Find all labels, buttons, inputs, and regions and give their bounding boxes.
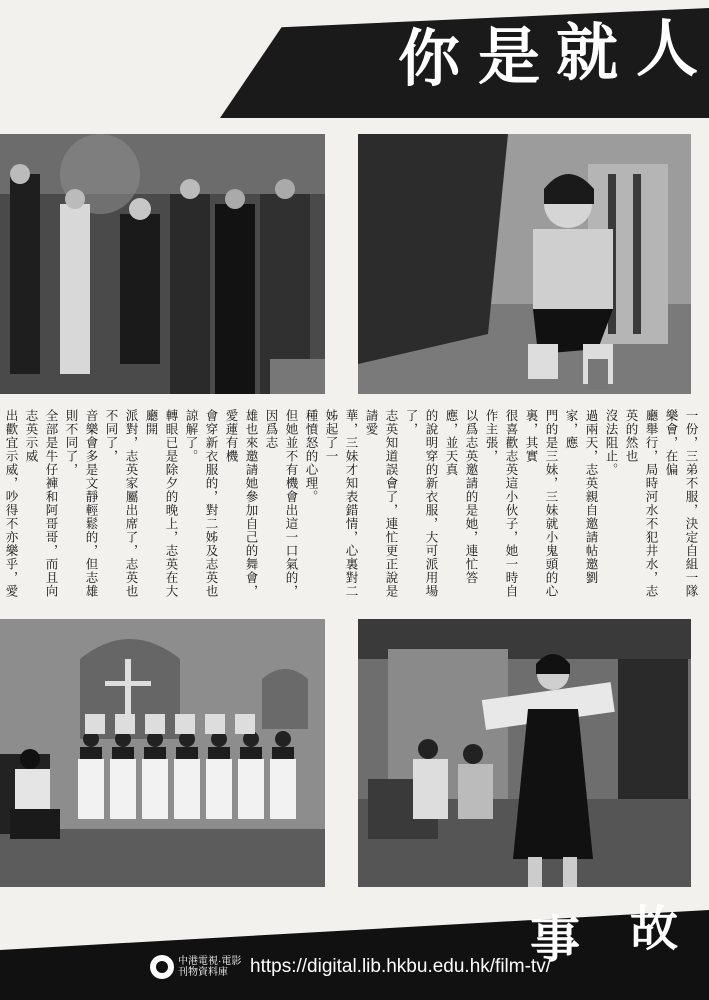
text-column: 轉眼已是除夕的晚上，志英在大廳開 — [144, 409, 179, 598]
photo-choir-scene — [0, 619, 325, 887]
photo-party-scene — [0, 134, 325, 394]
text-column: 沒法阻止。 — [604, 409, 619, 477]
title-char: 你 — [398, 22, 461, 95]
footer-white-shape — [0, 890, 709, 1000]
text-column: 音樂會多是文靜輕鬆的，但志雄則不同了， — [64, 409, 99, 598]
watermark — [150, 952, 560, 982]
text-column: 華，三妹才知表錯情，心裏對二姊起了一 — [324, 409, 359, 598]
library-logo-icon — [150, 955, 174, 979]
watermark-org: 中港電視·電影刊物資料庫 — [178, 956, 242, 978]
text-column: 志英知道誤會了，連忙更正說是請愛 — [364, 409, 399, 598]
watermark-url[interactable]: https://digital.lib.hkbu.edu.hk/film-tv/ — [250, 956, 551, 977]
article-text — [4, 409, 701, 599]
text-column: 種憤怒的心理。 — [304, 409, 319, 504]
page-title — [0, 0, 709, 118]
text-column: 以爲志英邀請的是她，連忙答應，並天真 — [444, 409, 479, 585]
text-column: 過兩天，志英親自邀請帖邀劉家，應 — [564, 409, 599, 585]
photo-woman-kneeling — [358, 134, 691, 394]
title-char: 人 — [636, 12, 699, 85]
text-column: 門的是三妹，三妹就小鬼頭的心裏，其實 — [524, 409, 559, 598]
text-column: 廳舉行，局時河水不犯井水，志英的然也 — [624, 409, 659, 598]
text-column: 一份，三弟不服，決定自組一隊樂會，在偏 — [664, 409, 699, 598]
photo-woman-holding-paper — [358, 619, 691, 887]
text-column: 全部是牛仔褲和阿哥哥，而且向志英示威 — [24, 409, 59, 598]
footer-title-char: 事 — [530, 911, 580, 969]
title-char: 是 — [478, 20, 541, 93]
text-column: 但她並不有機會出這一口氣的，因爲志 — [264, 409, 299, 598]
text-column: 會穿新衣服的，對二姊及志英也諒解了。 — [184, 409, 219, 598]
footer-title-char: 故 — [630, 901, 679, 957]
title-char: 就 — [556, 16, 619, 89]
text-column: 派對，志英家屬出席了，志英也不同了， — [104, 409, 139, 598]
text-column: 出歡宜示威，吵得不亦樂乎，愛 — [4, 409, 19, 598]
text-column: 很喜歡志英這小伙子，她一時自作主張， — [484, 409, 519, 598]
text-column: 雄也來邀請她參加自己的舞會，愛蓮有機 — [224, 409, 259, 598]
text-column: 的說明穿的新衣服，大可派用場了， — [404, 409, 439, 598]
